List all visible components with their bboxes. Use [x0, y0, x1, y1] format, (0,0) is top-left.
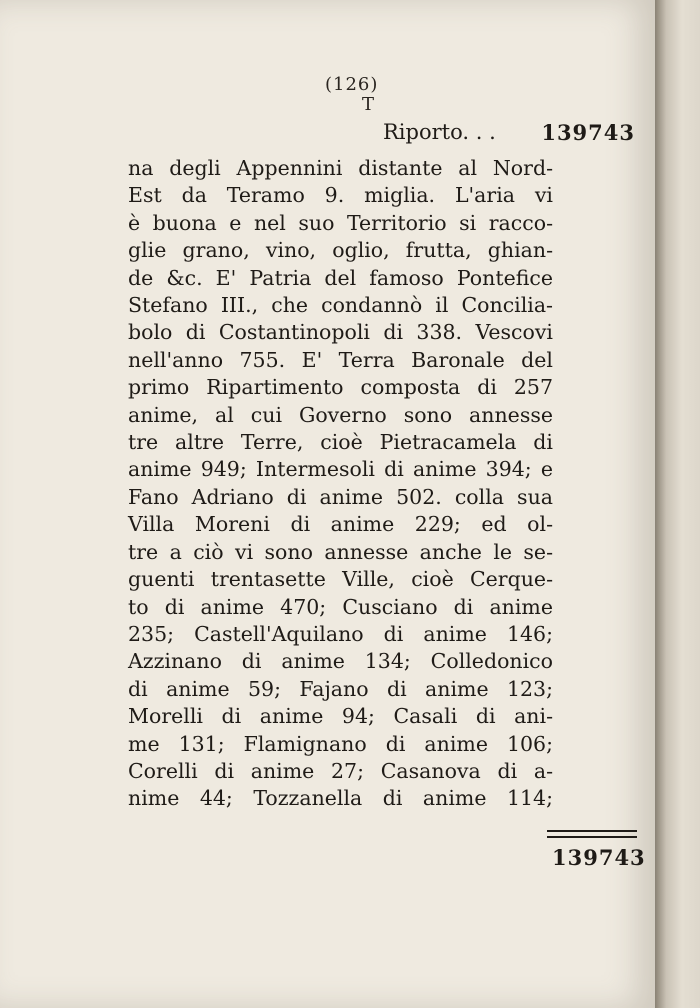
text-line: Stefano III., che condannò il Concilia- — [128, 293, 553, 318]
text-line: anime 949; Intermesoli di anime 394; e — [128, 457, 553, 482]
total-rule — [547, 836, 637, 838]
text-line: tre altre Terre, cioè Pietracamela di — [128, 430, 553, 455]
text-line: guenti trentasette Ville, cioè Cerque- — [128, 567, 553, 592]
adjacent-page-edge — [655, 0, 700, 1008]
catchword: T — [362, 94, 375, 115]
text-line: Est da Teramo 9. miglia. L'aria vi — [128, 183, 553, 208]
carry-label: Riporto. . . — [383, 120, 496, 144]
text-line: Fano Adriano di anime 502. colla sua — [128, 484, 553, 509]
text-line: è buona e nel suo Territorio si racco- — [128, 210, 553, 235]
text-line: nell'anno 755. E' Terra Baronale del — [128, 347, 553, 372]
bottom-total: 139743 — [552, 845, 646, 870]
text-line: glie grano, vino, oglio, frutta, ghian- — [128, 238, 553, 263]
text-line: nime 44; Tozzanella di anime 114; — [128, 786, 553, 811]
carry-over-row — [383, 120, 635, 145]
text-line: tre a ciò vi sono annesse anche le se- — [128, 539, 553, 564]
carry-total: 139743 — [541, 120, 635, 145]
text-line: Villa Moreni di anime 229; ed ol- — [128, 512, 553, 537]
text-line: bolo di Costantinopoli di 338. Vescovi — [128, 320, 553, 345]
text-line: anime, al cui Governo sono annesse — [128, 402, 553, 427]
page-number: (126) — [325, 74, 379, 95]
text-line: de &c. E' Patria del famoso Pontefice — [128, 265, 553, 290]
text-line: to di anime 470; Cusciano di anime — [128, 594, 553, 619]
text-line: 235; Castell'Aquilano di anime 146; — [128, 621, 553, 646]
text-line: me 131; Flamignano di anime 106; — [128, 731, 553, 756]
text-line: Morelli di anime 94; Casali di ani- — [128, 704, 553, 729]
text-line: Azzinano di anime 134; Colledonico — [128, 649, 553, 674]
body-text — [128, 155, 553, 813]
text-line: na degli Appennini distante al Nord- — [128, 156, 553, 180]
text-line: Corelli di anime 27; Casanova di a- — [128, 758, 553, 783]
total-rule — [547, 830, 637, 832]
text-line: primo Ripartimento composta di 257 — [128, 375, 553, 400]
text-line: di anime 59; Fajano di anime 123; — [128, 676, 553, 701]
